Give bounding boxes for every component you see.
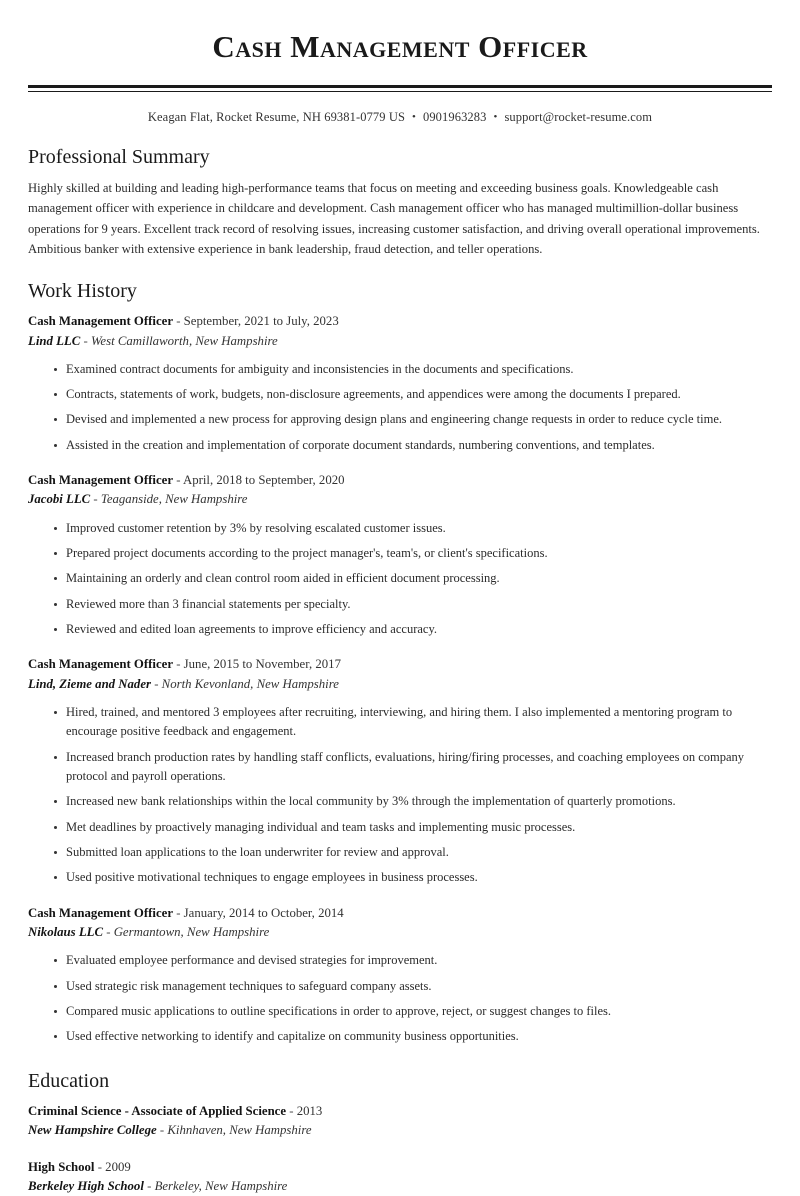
education-dash: - <box>159 1122 165 1137</box>
section-professional-summary <box>28 145 772 260</box>
education-location: Kihnhaven, New Hampshire <box>167 1122 312 1137</box>
work-history-entry <box>28 904 772 1047</box>
job-dash: - <box>176 314 181 329</box>
job-bullet: Improved customer retention by 3% by resolving escalated customer issues. <box>54 519 772 538</box>
job-bullet: Increased branch production rates by handling staff conflicts, evaluations, hiring/firing processes, and coaching employees on company protocol and payroll operations. <box>54 748 772 787</box>
job-title: Cash Management Officer <box>28 314 173 329</box>
contact-email[interactable]: support@rocket-resume.com <box>504 109 653 124</box>
contact-separator-2: • <box>493 110 498 123</box>
job-bullet-list <box>28 703 772 888</box>
education-school-line <box>28 1177 772 1196</box>
education-year: 2013 <box>296 1103 323 1118</box>
job-bullet: Used effective networking to identify and capitalize on community business opportunities. <box>54 1027 772 1046</box>
job-bullet: Compared music applications to outline specifications in order to approve, reject, or suggest changes to files. <box>54 1002 772 1021</box>
education-school: New Hampshire College <box>28 1122 157 1137</box>
job-dash: - <box>154 676 159 691</box>
header-divider <box>28 85 772 92</box>
job-company-line <box>28 923 772 942</box>
job-dash: - <box>93 492 98 507</box>
job-bullet: Maintaining an orderly and clean control room aided in efficient document processing. <box>54 569 772 588</box>
job-bullet: Examined contract documents for ambiguity and inconsistencies in the documents and specifications. <box>54 360 772 379</box>
job-company-line <box>28 675 772 694</box>
job-company: Lind, Zieme and Nader <box>28 676 151 691</box>
education-degree: Criminal Science - Associate of Applied Science <box>28 1103 287 1118</box>
education-dash: - <box>147 1179 152 1194</box>
section-heading-summary: Professional Summary <box>28 145 210 168</box>
job-bullet: Reviewed and edited loan agreements to improve efficiency and accuracy. <box>54 620 772 639</box>
education-school-line <box>28 1121 772 1140</box>
job-bullet-list <box>28 519 772 640</box>
job-location: Germantown, New Hampshire <box>113 925 270 939</box>
job-bullet: Hired, trained, and mentored 3 employees after recruiting, interviewing, and hiring them. I also implemented a mentoring program to encourage positive feedback and engagement. <box>54 703 772 742</box>
job-title: Cash Management Officer <box>28 905 173 920</box>
job-company: Nikolaus LLC <box>28 925 104 939</box>
job-bullet-list <box>28 951 772 1047</box>
job-bullet: Used strategic risk management techniques to safeguard company assets. <box>54 977 772 996</box>
page-title: Cash Management Officer <box>212 29 588 64</box>
job-header-line <box>28 312 772 331</box>
section-heading-work-history: Work History <box>28 280 137 303</box>
job-location: West Camillaworth, New Hampshire <box>90 333 278 348</box>
job-header-line <box>28 471 772 490</box>
job-dash: - <box>106 925 111 939</box>
education-dash: - <box>97 1160 102 1175</box>
job-header-line <box>28 655 772 674</box>
work-history-entry <box>28 655 772 887</box>
job-location: North Kevonland, New Hampshire <box>161 676 339 691</box>
education-year: 2009 <box>105 1160 131 1175</box>
job-bullet: Contracts, statements of work, budgets, non-disclosure agreements, and appendices were among the documents I prepared. <box>54 385 772 404</box>
work-history-entry <box>28 312 772 455</box>
education-degree-line <box>28 1158 772 1177</box>
job-title: Cash Management Officer <box>28 657 173 672</box>
job-dates: January, 2014 to October, 2014 <box>183 905 344 920</box>
contact-separator-1: • <box>412 110 416 123</box>
job-company: Jacobi LLC <box>28 492 91 507</box>
job-bullet: Prepared project documents according to the project manager's, team's, or client's specifications. <box>54 544 772 563</box>
job-dash: - <box>176 657 181 672</box>
job-header-line <box>28 904 772 923</box>
job-company: Lind LLC <box>28 333 81 348</box>
job-bullet: Met deadlines by proactively managing individual and team tasks and implementing music processes. <box>54 818 772 837</box>
job-location: Teaganside, New Hampshire <box>100 492 248 507</box>
section-education <box>28 1069 772 1196</box>
job-dash: - <box>83 333 88 348</box>
job-dash: - <box>176 473 181 488</box>
job-company-line <box>28 332 772 351</box>
contact-address: Keagan Flat, Rocket Resume, NH 69381-0779 US <box>147 109 406 124</box>
education-location: Berkeley, New Hampshire <box>154 1179 288 1194</box>
job-dash: - <box>176 905 181 920</box>
education-degree: High School <box>28 1160 95 1175</box>
contact-phone: 0901963283 <box>422 109 487 124</box>
job-bullet: Submitted loan applications to the loan underwriter for review and approval. <box>54 843 772 862</box>
job-bullet: Assisted in the creation and implementation of corporate document standards, numbering conventions, and templates. <box>54 436 772 455</box>
education-entry <box>28 1102 772 1140</box>
job-bullet: Reviewed more than 3 financial statements per specialty. <box>54 595 772 614</box>
job-bullet-list <box>28 360 772 456</box>
section-heading-education: Education <box>28 1069 110 1092</box>
work-history-entry <box>28 471 772 639</box>
job-bullet: Increased new bank relationships within the local community by 3% through the implementation of quarterly promotions. <box>54 792 772 811</box>
section-work-history <box>28 279 772 1046</box>
job-dates: April, 2018 to September, 2020 <box>182 473 345 488</box>
education-degree-line <box>28 1102 772 1121</box>
job-bullet: Devised and implemented a new process for approving design plans and engineering change requests in order to reduce cycle time. <box>54 410 772 429</box>
job-bullet: Used positive motivational techniques to engage employees in business processes. <box>54 868 772 887</box>
education-entry <box>28 1158 772 1196</box>
job-dates: September, 2021 to July, 2023 <box>183 314 339 329</box>
education-school: Berkeley High School <box>28 1179 144 1194</box>
job-dates: June, 2015 to November, 2017 <box>183 657 341 672</box>
contact-line <box>28 110 772 125</box>
resume-page <box>0 28 800 1196</box>
summary-text: Highly skilled at building and leading high-performance teams that focus on meeting and exceeding business goals. Knowledgeable cash management officer with experience in childcare and development. Cash management officer who has managed multimillion-dollar business operations for 9 years. Excellent track record of resolving issues, increasing customer satisfaction, and driving overall operational improvements. Ambitious banker with extensive experience in bank leadership, fraud detection, and teller operations. <box>28 180 760 256</box>
job-company-line <box>28 490 772 509</box>
job-title: Cash Management Officer <box>28 473 173 488</box>
education-dash: - <box>289 1103 294 1118</box>
job-bullet: Evaluated employee performance and devised strategies for improvement. <box>54 951 772 970</box>
